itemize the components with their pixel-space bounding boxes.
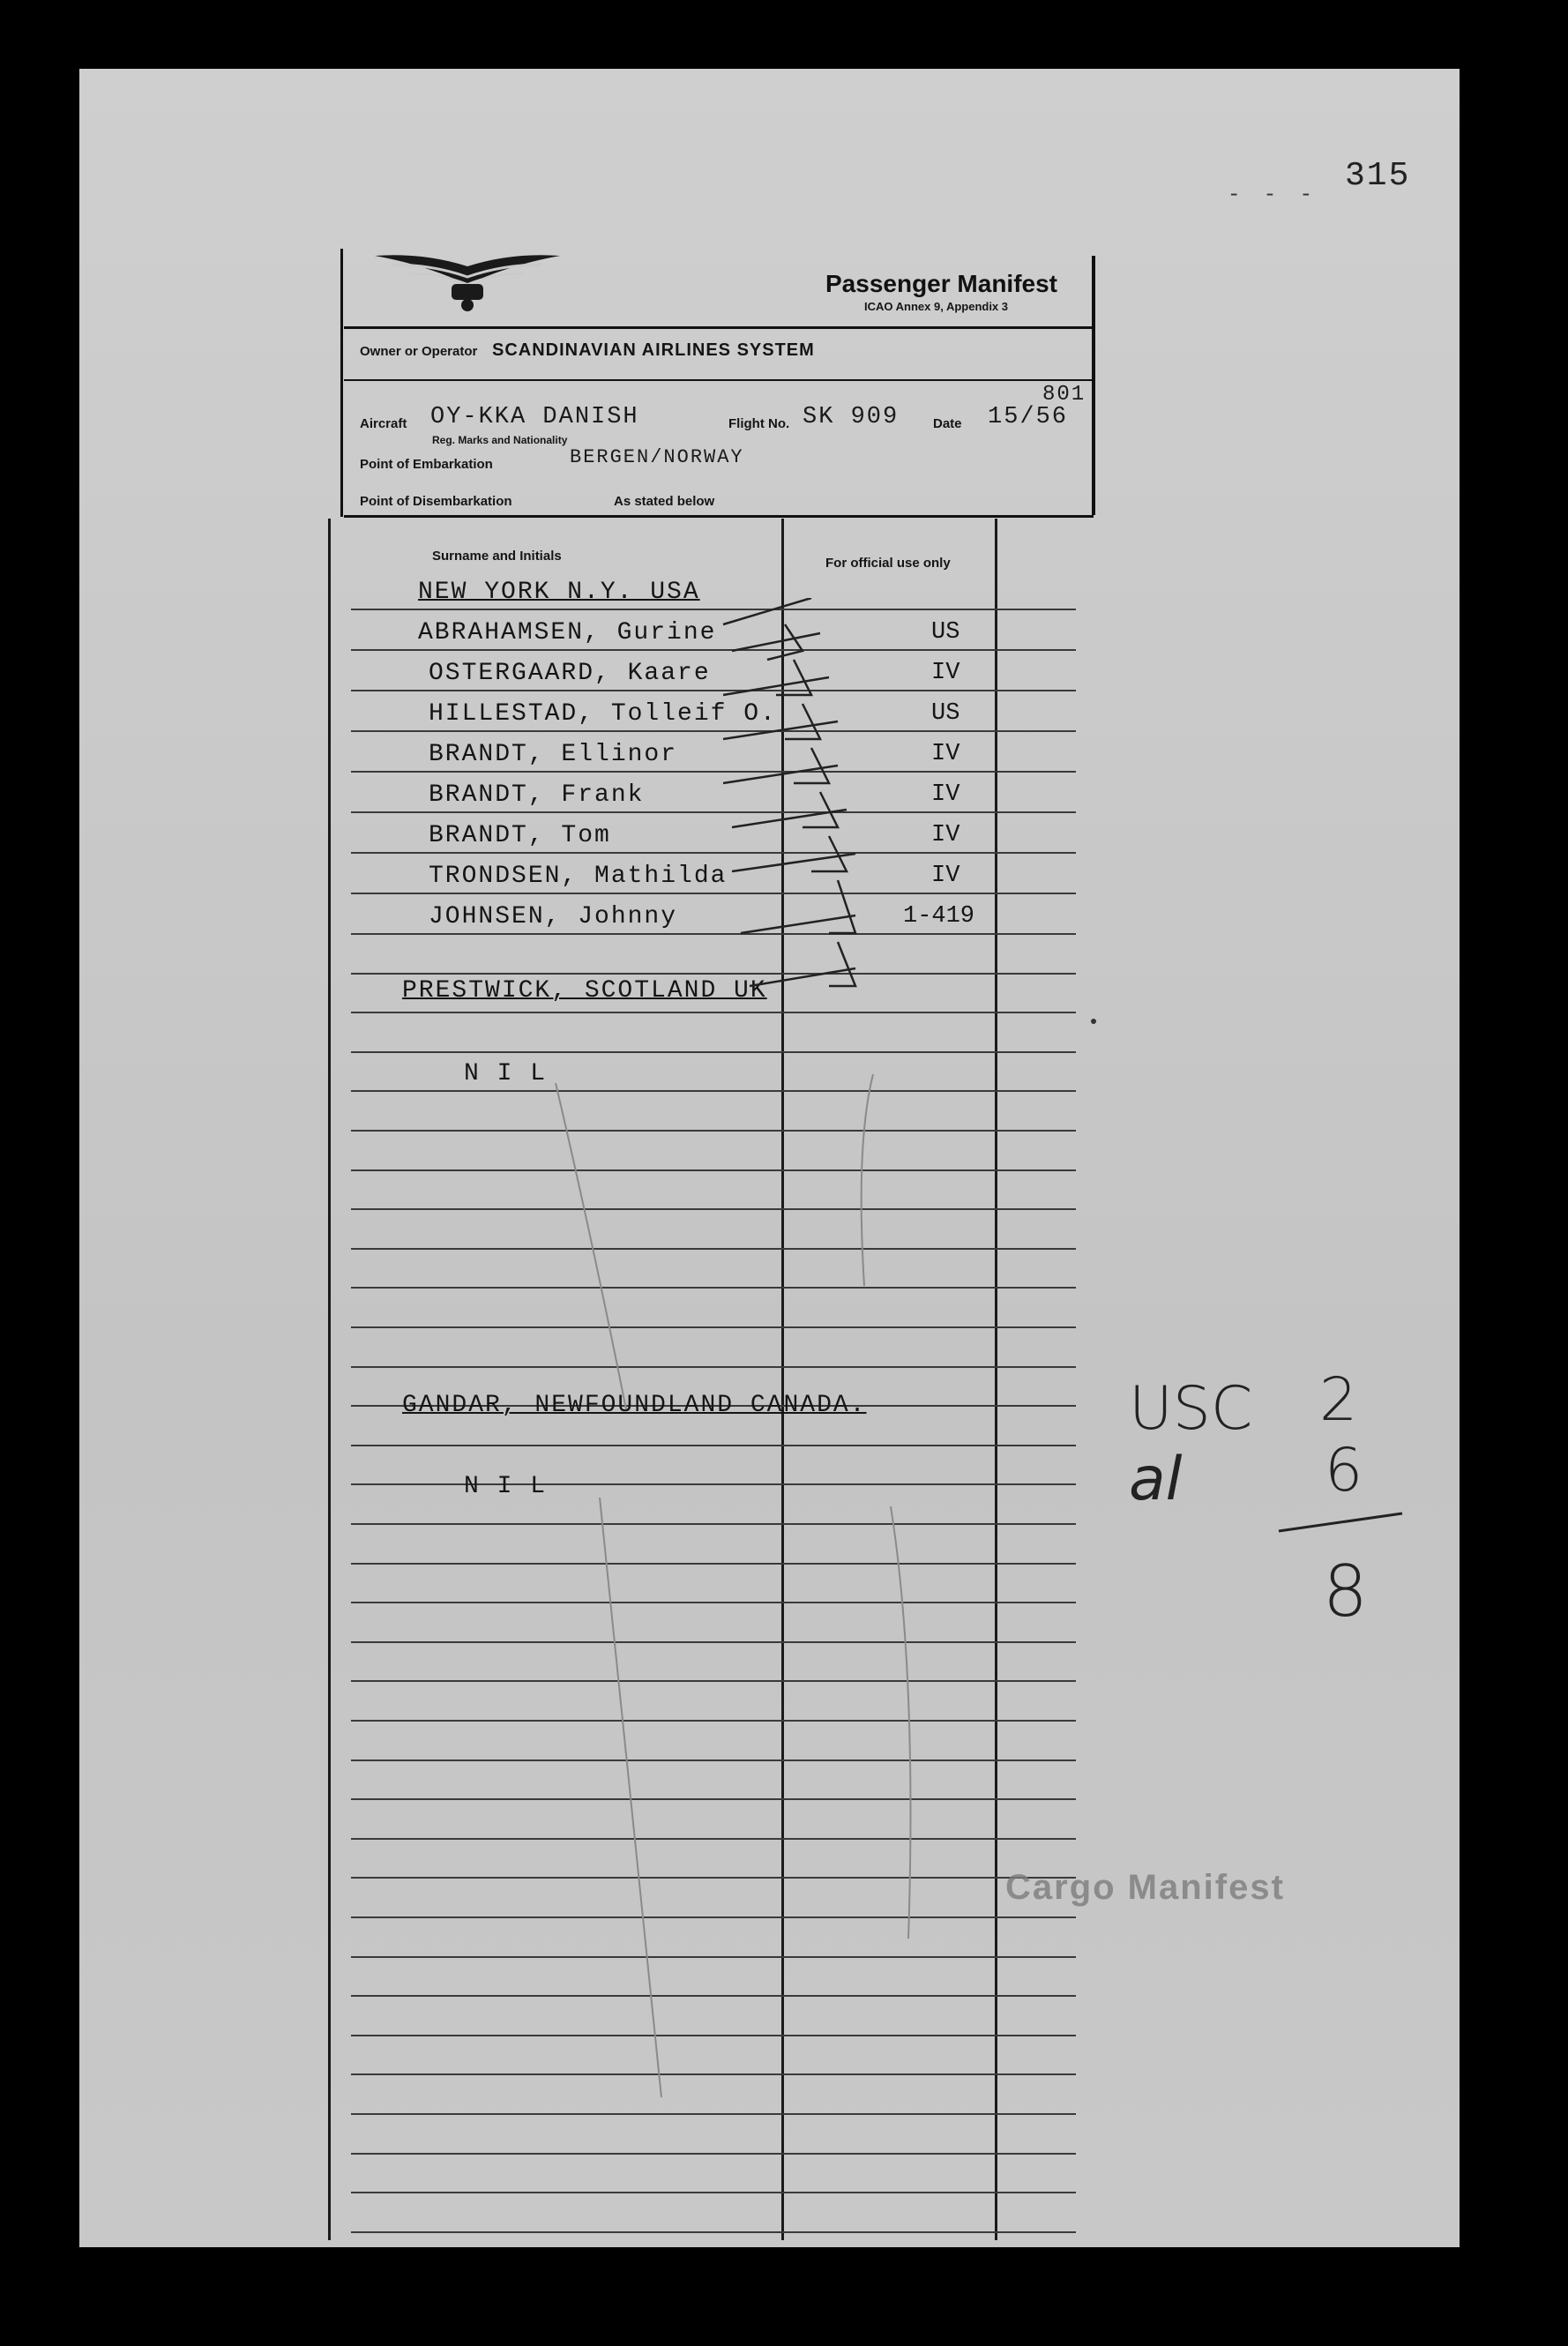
passenger-code: US bbox=[931, 619, 960, 646]
document-sheet bbox=[79, 69, 1460, 2247]
handwritten-label: al bbox=[1129, 1445, 1183, 1514]
page-number: 315 bbox=[1345, 157, 1411, 195]
section-heading: NEW YORK N.Y. USA bbox=[418, 579, 700, 606]
passenger-name: BRANDT, Ellinor bbox=[429, 741, 678, 768]
passenger-code: IV bbox=[931, 822, 960, 848]
ruled-line bbox=[351, 2231, 1076, 2233]
header-divider-2 bbox=[344, 379, 1092, 381]
airline-wings-logo bbox=[370, 245, 564, 316]
passenger-code: IV bbox=[931, 741, 960, 767]
header-divider-1 bbox=[344, 326, 1092, 329]
owner-label: Owner or Operator bbox=[360, 344, 478, 359]
handwritten-label: USC bbox=[1129, 1374, 1253, 1444]
disembarkation-value: As stated below bbox=[614, 494, 715, 509]
passenger-code: US bbox=[931, 700, 960, 727]
embarkation-value: BERGEN/NORWAY bbox=[570, 446, 744, 468]
passenger-code: IV bbox=[931, 660, 960, 686]
passenger-name: TRONDSEN, Mathilda bbox=[429, 863, 728, 890]
passenger-name: BRANDT, Frank bbox=[429, 781, 645, 809]
flight-no-label: Flight No. bbox=[728, 416, 790, 431]
owner-value: SCANDINAVIAN AIRLINES SYSTEM bbox=[492, 340, 815, 360]
disembarkation-label: Point of Disembarkation bbox=[360, 494, 512, 509]
nil-entry: N I L bbox=[464, 1473, 548, 1500]
date-value: 15/56 bbox=[988, 404, 1069, 430]
header-right-border bbox=[1092, 256, 1095, 515]
ruled-line bbox=[351, 1051, 1076, 1053]
date-label: Date bbox=[933, 416, 962, 431]
header-bottom-border bbox=[344, 515, 1094, 518]
handwritten-pencil-lines bbox=[494, 1057, 1023, 2159]
nil-entry: N I L bbox=[464, 1060, 548, 1087]
passenger-code: IV bbox=[931, 781, 960, 808]
passenger-name: OSTERGAARD, Kaare bbox=[429, 660, 711, 687]
passenger-code: 1-419 bbox=[903, 903, 975, 930]
header-left-border bbox=[340, 249, 343, 517]
passenger-code: IV bbox=[931, 863, 960, 889]
handwritten-number: 6 bbox=[1325, 1436, 1363, 1505]
page-dashes: - - - bbox=[1228, 183, 1318, 207]
faded-stamp: Cargo Manifest bbox=[1005, 1868, 1285, 1907]
passenger-name: BRANDT, Tom bbox=[429, 822, 611, 849]
aircraft-sublabel: Reg. Marks and Nationality bbox=[432, 434, 568, 446]
handwritten-total: 8 bbox=[1323, 1550, 1368, 1632]
embarkation-label: Point of Embarkation bbox=[360, 457, 493, 472]
pen-dot bbox=[1085, 1012, 1111, 1030]
aircraft-label: Aircraft bbox=[360, 416, 407, 431]
section-heading: PRESTWICK, SCOTLAND UK bbox=[402, 977, 767, 1005]
flight-no-value: SK 909 bbox=[803, 404, 900, 430]
column-header-official: For official use only bbox=[825, 556, 951, 571]
column-header-names: Surname and Initials bbox=[432, 549, 562, 564]
manifest-subtitle: ICAO Annex 9, Appendix 3 bbox=[864, 300, 1009, 313]
handwritten-sum-line bbox=[1270, 1505, 1411, 1540]
flight-no-suffix: 801 bbox=[1042, 383, 1086, 407]
manifest-title: Passenger Manifest bbox=[825, 270, 1057, 297]
aircraft-value: OY-KKA DANISH bbox=[430, 404, 639, 430]
handwritten-tick-marks bbox=[697, 598, 979, 1021]
passenger-name: ABRAHAMSEN, Gurine bbox=[418, 619, 717, 646]
ruled-line bbox=[351, 2192, 1076, 2193]
table-left-border bbox=[328, 519, 331, 2240]
handwritten-number: 2 bbox=[1319, 1365, 1358, 1435]
section-heading: GANDAR, NEWFOUNDLAND CANADA. bbox=[402, 1392, 867, 1419]
passenger-name: JOHNSEN, Johnny bbox=[429, 903, 678, 930]
passenger-name: HILLESTAD, Tolleif O. bbox=[429, 700, 777, 728]
